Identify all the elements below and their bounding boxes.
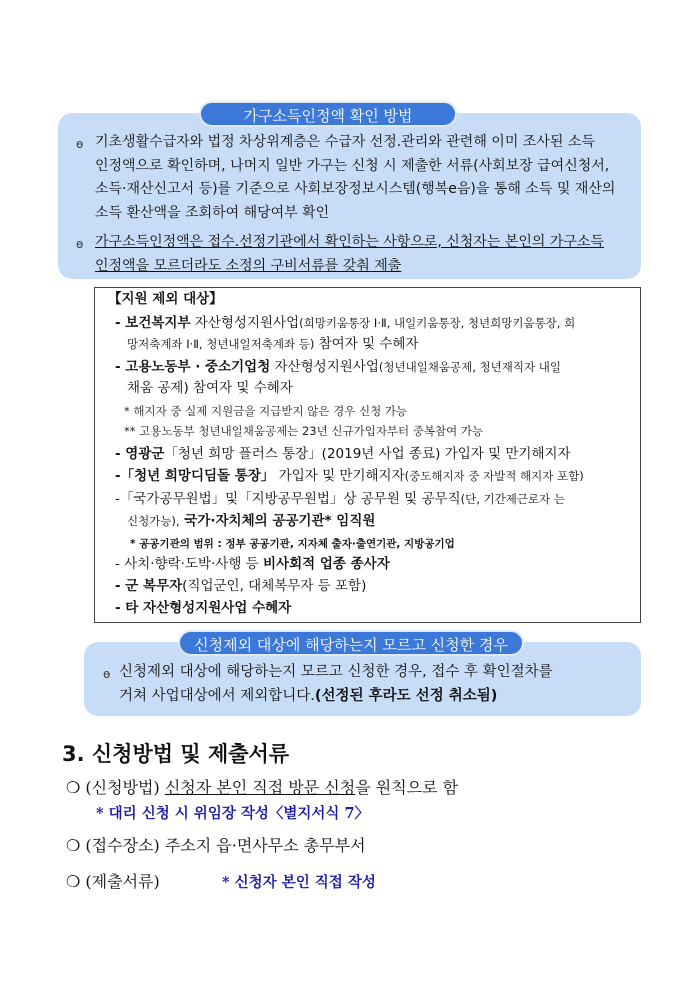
exclusion-heading: 【지원 제외 대상】 [108, 291, 223, 307]
exclusion-row: -「국가공무원법」및「지방공무원법」상 공무원 및 공무직(단, 기간제근로자 는 [115, 491, 565, 507]
section-3-heading: 3. 신청방법 및 제출서류 [62, 742, 290, 766]
text-line: 가구소득인정액은 접수.선정기관에서 확인하는 사항으로, 신청자는 본인의 가구소득 [95, 234, 604, 250]
bullet-icon: ɵ [103, 667, 111, 681]
exclusion-row: 채움 공제) 참여자 및 수혜자 [127, 380, 293, 396]
exclusion-notice-text [119, 661, 639, 708]
exclusion-note: ** 고용노동부 청년내일채움공제는 23년 신규가입자부터 중복참여 가능 [124, 424, 484, 438]
exclusion-row: - 군 복무자(직업군인, 대체복무자 등 포함) [115, 578, 367, 594]
text-line: 신청제외 대상에 해당하는지 모르고 신청한 경우, 접수 후 확인절차를 [119, 664, 553, 680]
text-line: 기초생활수급자와 법정 차상위계층은 수급자 선정.관리와 관련해 이미 조사된 소득 [95, 134, 595, 150]
income-paragraph-2 [95, 231, 640, 278]
exclusion-notice-title: 신청제외 대상에 해당하는지 모르고 신청한 경우 [178, 630, 524, 656]
income-section-title: 가구소득인정액 확인 방법 [199, 101, 457, 127]
text-line: 소득·재산신고서 등)를 기준으로 사회보장정보시스템(행복e음)을 통해 소득 및 재산의 [95, 181, 616, 197]
proxy-note: * 대리 신청 시 위임장 작성〈별지서식 7〉 [96, 805, 370, 822]
exclusion-row: 신청가능), 국가·자치체의 공공기관* 임직원 [127, 513, 376, 529]
exclusion-note: * 공공기관의 범위 : 정부 공공기관, 지자체 출자·출연기관, 지방공기업 [130, 538, 455, 550]
income-paragraph-1 [95, 131, 640, 225]
text-line: 인정액을 모르더라도 소정의 구비서류를 갖춰 제출 [95, 257, 402, 274]
bullet-icon: ɵ [76, 237, 84, 251]
location-item: ❍ (접수장소) 주소지 읍·면사무소 총무부서 [66, 836, 366, 855]
text-line: 소득 환산액을 조회하여 해당여부 확인 [95, 204, 330, 221]
documents-item: ❍ (제출서류) [66, 872, 160, 891]
exclusion-row: - 영광군「청년 희망 플러스 통장」(2019년 사업 종료) 가입자 및 만기해지자 [115, 446, 571, 462]
exclusion-row: - 고용노동부 · 중소기업청 자산형성지원사업(청년내일채움공제, 청년재직자 내일 [115, 359, 561, 375]
exclusion-row: - 타 자산형성지원사업 수혜자 [115, 600, 292, 616]
exclusion-row: - 보건복지부 자산형성지원사업(희망키움통장 Ⅰ·Ⅱ, 내일키움통장, 청년희망키움통장, 희 [115, 315, 576, 331]
exclusion-row: 망저축계좌 Ⅰ·Ⅱ, 청년내일저축계좌 등) 참여자 및 수혜자 [127, 336, 419, 352]
bullet-icon: ɵ [76, 137, 84, 151]
exclusion-row: -「청년 희망디딤돌 통장」 가입자 및 만기해지자(중도해지자 중 자발적 해지자 포함) [115, 468, 584, 484]
text-line: 거쳐 사업대상에서 제외합니다.(선정된 후라도 선정 취소됨) [119, 687, 498, 704]
method-item: ❍ (신청방법) 신청자 본인 직접 방문 신청을 원칙으로 함 [66, 778, 459, 797]
text-line: 인정액으로 확인하며, 나머지 일반 가구는 신청 시 제출한 서류(사회보장 급여신청서, [95, 157, 610, 174]
exclusion-note: * 해지자 중 실제 지원금을 지급받지 않은 경우 신청 가능 [124, 404, 408, 418]
documents-note: * 신청자 본인 직접 작성 [222, 874, 376, 891]
exclusion-row: - 사치·향락·도박·사행 등 비사회적 업종 종사자 [115, 556, 390, 572]
